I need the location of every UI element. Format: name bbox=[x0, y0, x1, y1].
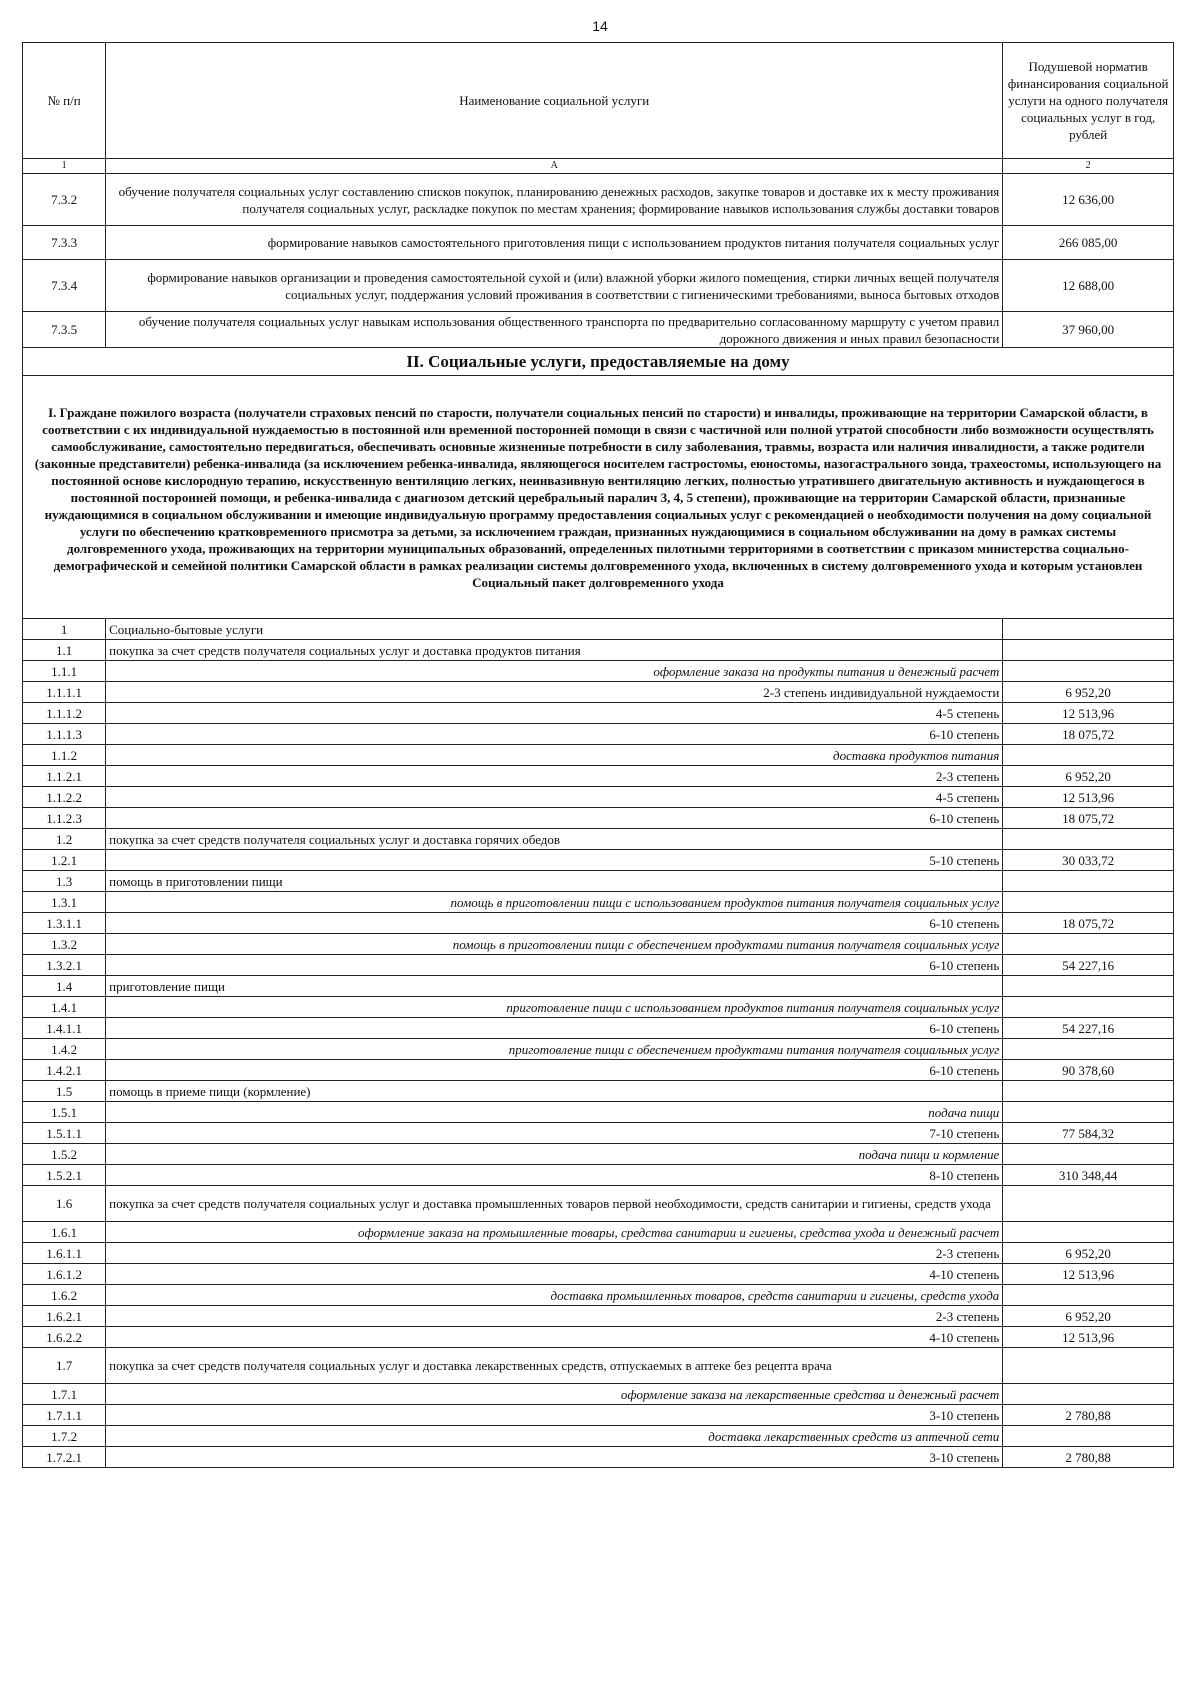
row-value: 30 033,72 bbox=[1003, 850, 1174, 871]
row-name: оформление заказа на лекарственные средства и денежный расчет bbox=[106, 1384, 1003, 1405]
norms-table bbox=[22, 42, 1174, 1468]
row-num: 1.3.2.1 bbox=[23, 955, 106, 976]
row-num: 1.3.1 bbox=[23, 892, 106, 913]
row-num: 1.3 bbox=[23, 871, 106, 892]
row-value: 77 584,32 bbox=[1003, 1123, 1174, 1144]
row-num: 1.6.1.2 bbox=[23, 1264, 106, 1285]
row-num: 1.5.1 bbox=[23, 1102, 106, 1123]
row-name: 2-3 степень bbox=[106, 766, 1003, 787]
row-num: 1.1.1.3 bbox=[23, 724, 106, 745]
table-row bbox=[23, 955, 1174, 976]
row-name: покупка за счет средств получателя социальных услуг и доставка горячих обедов bbox=[106, 829, 1003, 850]
table-row bbox=[23, 976, 1174, 997]
row-value: 18 075,72 bbox=[1003, 913, 1174, 934]
row-name: 6-10 степень bbox=[106, 955, 1003, 976]
row-value: 6 952,20 bbox=[1003, 766, 1174, 787]
row-name: 6-10 степень bbox=[106, 724, 1003, 745]
table-row bbox=[23, 724, 1174, 745]
table-row bbox=[23, 997, 1174, 1018]
row-name: покупка за счет средств получателя социальных услуг и доставка лекарственных средств, отпускаемых в аптеке без рецепта врача bbox=[106, 1348, 1003, 1384]
row-num: 1.5.2 bbox=[23, 1144, 106, 1165]
header-value: Подушевой норматив финансирования социальной услуги на одного получателя социальных услуг в год, рублей bbox=[1003, 43, 1174, 159]
row-name: покупка за счет средств получателя социальных услуг и доставка продуктов питания bbox=[106, 640, 1003, 661]
row-value: 54 227,16 bbox=[1003, 1018, 1174, 1039]
row-num: 7.3.2 bbox=[23, 174, 106, 226]
table-row bbox=[23, 1060, 1174, 1081]
row-name: 6-10 степень bbox=[106, 1018, 1003, 1039]
row-value: 6 952,20 bbox=[1003, 682, 1174, 703]
row-num: 1.6 bbox=[23, 1186, 106, 1222]
row-num: 1.2.1 bbox=[23, 850, 106, 871]
row-num: 1.3.2 bbox=[23, 934, 106, 955]
row-value: 266 085,00 bbox=[1003, 226, 1174, 260]
row-name: приготовление пищи bbox=[106, 976, 1003, 997]
row-name: 2-3 степень bbox=[106, 1306, 1003, 1327]
page-number: 14 bbox=[592, 18, 608, 34]
table-row bbox=[23, 661, 1174, 682]
row-num: 1.5.1.1 bbox=[23, 1123, 106, 1144]
table-row bbox=[23, 1018, 1174, 1039]
row-value bbox=[1003, 1348, 1174, 1384]
group-title-row bbox=[23, 376, 1174, 619]
table-row bbox=[23, 1327, 1174, 1348]
table-row bbox=[23, 1306, 1174, 1327]
row-name: формирование навыков самостоятельного приготовления пищи с использованием продуктов питания получателя социальных услуг bbox=[106, 226, 1003, 260]
row-value: 18 075,72 bbox=[1003, 724, 1174, 745]
table-row bbox=[23, 619, 1174, 640]
row-value: 6 952,20 bbox=[1003, 1306, 1174, 1327]
table-row bbox=[23, 682, 1174, 703]
group-title: I. Граждане пожилого возраста (получатели страховых пенсий по старости, получатели социальных пенсий по старости) и инвалиды, проживающие на территории Самарской области, в соответствии с их индивидуальной нуждаемостью в постоянной или временной посторонней помощи в связи с частичной или полной утратой способности либо возможности осуществлять самообслуживание, самостоятельно передвигаться, обеспечивать основные жизненные потребности в силу заболевания, травмы, возраста или наличия инвалидности, а также родители (законные представители) ребенка-инвалида (за исключением ребенка-инвалида, являющегося носителем гастростомы, еюностомы, назогастрального зонда, трахеостомы, использующего на постоянной основе кислородную терапию, искусственную вентиляцию легких, неинвазивную вентиляцию легких, полностью утратившего двигательную активность и нуждающегося в постоянной посторонней помощи, и ребенка-инвалида с диагнозом детский церебральный паралич 3, 4, 5 степени), проживающие на территории Самарской области, признанные нуждающимися в социальном обслуживании и имеющие индивидуальную программу предоставления социальных услуг с рекомендацией о необходимости получения на дому социальной услуги по обеспечению кратковременного присмотра за детьми, за исключением граждан, признанных нуждающимися в социальном обслуживании на дому в рамках системы долговременного ухода, проживающих на территории муниципальных образований, определенных пилотными территориями в соответствии с приказом министерства социально-демографической и семейной политики Самарской области в рамках реализации системы долговременного ухода, включенных в систему долговременного ухода и которым установлен Социальный пакет долговременного ухода bbox=[23, 376, 1174, 619]
table-row bbox=[23, 1348, 1174, 1384]
table-row bbox=[23, 1144, 1174, 1165]
table-row bbox=[23, 850, 1174, 871]
table-row bbox=[23, 312, 1174, 348]
table-row bbox=[23, 1285, 1174, 1306]
header-name: Наименование социальной услуги bbox=[106, 43, 1003, 159]
row-name: 4-10 степень bbox=[106, 1264, 1003, 1285]
row-num: 1.4 bbox=[23, 976, 106, 997]
row-value bbox=[1003, 745, 1174, 766]
row-value: 2 780,88 bbox=[1003, 1447, 1174, 1468]
table-row bbox=[23, 1123, 1174, 1144]
table-header-row bbox=[23, 43, 1174, 159]
row-num: 1.7.1.1 bbox=[23, 1405, 106, 1426]
row-value bbox=[1003, 1426, 1174, 1447]
row-name: обучение получателя социальных услуг составлению списков покупок, планированию денежных расходов, закупке товаров и доставке их к месту проживания получателя социальных услуг, раскладке покупок по местам хранения; формирование навыков использования службы доставки товаров bbox=[106, 174, 1003, 226]
table-row bbox=[23, 1039, 1174, 1060]
row-name: помощь в приготовлении пищи с обеспечением продуктами питания получателя социальных услуг bbox=[106, 934, 1003, 955]
row-num: 1.1.2 bbox=[23, 745, 106, 766]
table-row bbox=[23, 1081, 1174, 1102]
row-num: 1.4.1 bbox=[23, 997, 106, 1018]
row-num: 1.6.2.2 bbox=[23, 1327, 106, 1348]
row-num: 1.5.2.1 bbox=[23, 1165, 106, 1186]
row-num: 1.3.1.1 bbox=[23, 913, 106, 934]
row-num: 7.3.4 bbox=[23, 260, 106, 312]
row-num: 1.4.1.1 bbox=[23, 1018, 106, 1039]
row-value bbox=[1003, 619, 1174, 640]
table-row bbox=[23, 745, 1174, 766]
table-row bbox=[23, 260, 1174, 312]
row-name: 5-10 степень bbox=[106, 850, 1003, 871]
row-value: 6 952,20 bbox=[1003, 1243, 1174, 1264]
row-value bbox=[1003, 1144, 1174, 1165]
row-value: 12 513,96 bbox=[1003, 1327, 1174, 1348]
row-name: приготовление пищи с использованием продуктов питания получателя социальных услуг bbox=[106, 997, 1003, 1018]
table-row bbox=[23, 787, 1174, 808]
row-name: 6-10 степень bbox=[106, 1060, 1003, 1081]
row-num: 7.3.3 bbox=[23, 226, 106, 260]
row-name: 2-3 степень bbox=[106, 1243, 1003, 1264]
row-value bbox=[1003, 892, 1174, 913]
header-num: № п/п bbox=[23, 43, 106, 159]
row-num: 1.7.2.1 bbox=[23, 1447, 106, 1468]
row-name: формирование навыков организации и проведения самостоятельной сухой и (или) влажной уборки жилого помещения, стирки личных вещей получателя социальных услуг, поддержания условий проживания в соответствии с гигиеническими требованиями, выноса бытовых отходов bbox=[106, 260, 1003, 312]
table-row bbox=[23, 1102, 1174, 1123]
row-name: 6-10 степень bbox=[106, 913, 1003, 934]
row-name: 3-10 степень bbox=[106, 1405, 1003, 1426]
row-num: 7.3.5 bbox=[23, 312, 106, 348]
row-num: 1.6.2.1 bbox=[23, 1306, 106, 1327]
row-name: 7-10 степень bbox=[106, 1123, 1003, 1144]
row-value bbox=[1003, 1384, 1174, 1405]
row-name: 4-10 степень bbox=[106, 1327, 1003, 1348]
row-name: подача пищи и кормление bbox=[106, 1144, 1003, 1165]
row-value bbox=[1003, 1186, 1174, 1222]
row-name: помощь в приготовлении пищи bbox=[106, 871, 1003, 892]
row-num: 1.6.2 bbox=[23, 1285, 106, 1306]
row-value: 12 513,96 bbox=[1003, 703, 1174, 724]
row-name: помощь в приеме пищи (кормление) bbox=[106, 1081, 1003, 1102]
section-title-row bbox=[23, 348, 1174, 376]
table-row bbox=[23, 871, 1174, 892]
row-num: 1.1 bbox=[23, 640, 106, 661]
row-value bbox=[1003, 661, 1174, 682]
row-value: 54 227,16 bbox=[1003, 955, 1174, 976]
row-num: 1.1.1 bbox=[23, 661, 106, 682]
table-row bbox=[23, 1384, 1174, 1405]
row-value bbox=[1003, 871, 1174, 892]
table-row bbox=[23, 226, 1174, 260]
table-row bbox=[23, 1405, 1174, 1426]
table-row bbox=[23, 174, 1174, 226]
table-row bbox=[23, 766, 1174, 787]
row-name: 2-3 степень индивидуальной нуждаемости bbox=[106, 682, 1003, 703]
row-name: Социально-бытовые услуги bbox=[106, 619, 1003, 640]
row-name: оформление заказа на продукты питания и денежный расчет bbox=[106, 661, 1003, 682]
row-num: 1.5 bbox=[23, 1081, 106, 1102]
row-name: приготовление пищи с обеспечением продуктами питания получателя социальных услуг bbox=[106, 1039, 1003, 1060]
table-row bbox=[23, 1243, 1174, 1264]
table-row bbox=[23, 913, 1174, 934]
row-name: 4-5 степень bbox=[106, 787, 1003, 808]
row-value bbox=[1003, 1081, 1174, 1102]
table-row bbox=[23, 1264, 1174, 1285]
row-name: доставка лекарственных средств из аптечной сети bbox=[106, 1426, 1003, 1447]
row-value: 18 075,72 bbox=[1003, 808, 1174, 829]
table-row bbox=[23, 1165, 1174, 1186]
row-value: 310 348,44 bbox=[1003, 1165, 1174, 1186]
row-name: подача пищи bbox=[106, 1102, 1003, 1123]
colnum-a: А bbox=[106, 159, 1003, 174]
row-value: 2 780,88 bbox=[1003, 1405, 1174, 1426]
row-num: 1.1.2.1 bbox=[23, 766, 106, 787]
table-row bbox=[23, 1186, 1174, 1222]
row-name: 3-10 степень bbox=[106, 1447, 1003, 1468]
row-value: 37 960,00 bbox=[1003, 312, 1174, 348]
row-value: 12 513,96 bbox=[1003, 1264, 1174, 1285]
table-row bbox=[23, 829, 1174, 850]
table-row bbox=[23, 808, 1174, 829]
row-name: доставка промышленных товаров, средств санитарии и гигиены, средств ухода bbox=[106, 1285, 1003, 1306]
row-value bbox=[1003, 829, 1174, 850]
table-row bbox=[23, 703, 1174, 724]
row-num: 1.1.1.2 bbox=[23, 703, 106, 724]
row-value bbox=[1003, 640, 1174, 661]
row-name: обучение получателя социальных услуг навыкам использования общественного транспорта по предварительно согласованному маршруту с учетом правил дорожного движения и иных правил безопасности bbox=[106, 312, 1003, 348]
row-value bbox=[1003, 997, 1174, 1018]
row-num: 1.6.1 bbox=[23, 1222, 106, 1243]
row-num: 1.6.1.1 bbox=[23, 1243, 106, 1264]
row-num: 1.1.2.3 bbox=[23, 808, 106, 829]
row-name: помощь в приготовлении пищи с использованием продуктов питания получателя социальных услуг bbox=[106, 892, 1003, 913]
row-num: 1.7 bbox=[23, 1348, 106, 1384]
row-name: 6-10 степень bbox=[106, 808, 1003, 829]
row-num: 1.1.2.2 bbox=[23, 787, 106, 808]
row-value bbox=[1003, 1039, 1174, 1060]
row-value bbox=[1003, 1102, 1174, 1123]
colnum-1: 1 bbox=[23, 159, 106, 174]
row-num: 1.2 bbox=[23, 829, 106, 850]
table-row bbox=[23, 1447, 1174, 1468]
row-num: 1 bbox=[23, 619, 106, 640]
row-value bbox=[1003, 1285, 1174, 1306]
table-row bbox=[23, 1222, 1174, 1243]
row-name: оформление заказа на промышленные товары, средства санитарии и гигиены, средства ухода и денежный расчет bbox=[106, 1222, 1003, 1243]
column-number-row bbox=[23, 159, 1174, 174]
row-value: 12 513,96 bbox=[1003, 787, 1174, 808]
table-row bbox=[23, 934, 1174, 955]
colnum-2: 2 bbox=[1003, 159, 1174, 174]
row-value bbox=[1003, 1222, 1174, 1243]
row-value: 12 688,00 bbox=[1003, 260, 1174, 312]
table-row bbox=[23, 1426, 1174, 1447]
table-row bbox=[23, 640, 1174, 661]
row-num: 1.7.1 bbox=[23, 1384, 106, 1405]
row-num: 1.1.1.1 bbox=[23, 682, 106, 703]
row-value bbox=[1003, 976, 1174, 997]
table-row bbox=[23, 892, 1174, 913]
row-num: 1.4.2 bbox=[23, 1039, 106, 1060]
row-value: 12 636,00 bbox=[1003, 174, 1174, 226]
row-value: 90 378,60 bbox=[1003, 1060, 1174, 1081]
section-title: II. Социальные услуги, предоставляемые на дому bbox=[23, 348, 1174, 376]
row-name: 8-10 степень bbox=[106, 1165, 1003, 1186]
row-num: 1.7.2 bbox=[23, 1426, 106, 1447]
row-name: покупка за счет средств получателя социальных услуг и доставка промышленных товаров первой необходимости, средств санитарии и гигиены, средств ухода bbox=[106, 1186, 1003, 1222]
row-num: 1.4.2.1 bbox=[23, 1060, 106, 1081]
row-value bbox=[1003, 934, 1174, 955]
row-name: доставка продуктов питания bbox=[106, 745, 1003, 766]
row-name: 4-5 степень bbox=[106, 703, 1003, 724]
